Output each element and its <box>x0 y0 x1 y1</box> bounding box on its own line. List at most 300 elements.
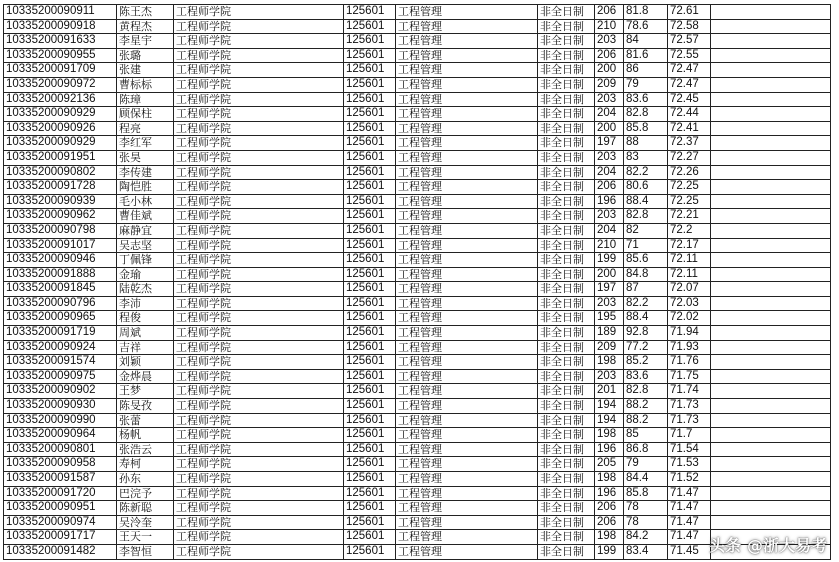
blank-cell <box>711 253 831 268</box>
blank-cell <box>711 399 831 414</box>
name-cell: 周斌 <box>117 326 174 341</box>
interview-score-cell: 82.8 <box>624 209 668 224</box>
blank-cell <box>711 267 831 282</box>
name-cell: 顾保柱 <box>117 107 174 122</box>
major-code-cell: 125601 <box>344 282 396 297</box>
blank-cell <box>711 457 831 472</box>
initial-score-cell: 199 <box>595 544 624 559</box>
name-cell: 张璐 <box>117 48 174 63</box>
initial-score-cell: 194 <box>595 399 624 414</box>
study-mode-cell: 非全日制 <box>538 107 595 122</box>
table-row <box>4 530 831 545</box>
blank-cell <box>711 355 831 370</box>
major-code-cell: 125601 <box>344 136 396 151</box>
initial-score-cell: 200 <box>595 267 624 282</box>
initial-score-cell: 203 <box>595 34 624 49</box>
major-cell: 工程管理 <box>396 296 538 311</box>
initial-score-cell: 198 <box>595 530 624 545</box>
initial-score-cell: 196 <box>595 194 624 209</box>
interview-score-cell: 88.4 <box>624 194 668 209</box>
major-code-cell: 125601 <box>344 63 396 78</box>
blank-cell <box>711 180 831 195</box>
major-cell: 工程管理 <box>396 34 538 49</box>
blank-cell <box>711 48 831 63</box>
initial-score-cell: 198 <box>595 355 624 370</box>
initial-score-cell: 194 <box>595 413 624 428</box>
total-score-cell: 72.27 <box>668 150 711 165</box>
study-mode-cell: 非全日制 <box>538 165 595 180</box>
school-cell: 工程师学院 <box>174 340 344 355</box>
study-mode-cell: 非全日制 <box>538 544 595 559</box>
candidate-id-cell: 10335200091574 <box>4 355 117 370</box>
name-cell: 李沛 <box>117 296 174 311</box>
blank-cell <box>711 209 831 224</box>
interview-score-cell: 81.8 <box>624 5 668 20</box>
blank-cell <box>711 413 831 428</box>
study-mode-cell: 非全日制 <box>538 238 595 253</box>
major-cell: 工程管理 <box>396 472 538 487</box>
school-cell: 工程师学院 <box>174 442 344 457</box>
interview-score-cell: 82.2 <box>624 165 668 180</box>
major-code-cell: 125601 <box>344 472 396 487</box>
score-rows <box>4 5 831 560</box>
school-cell: 工程师学院 <box>174 544 344 559</box>
name-cell: 曹标标 <box>117 77 174 92</box>
initial-score-cell: 206 <box>595 515 624 530</box>
blank-cell <box>711 19 831 34</box>
major-code-cell: 125601 <box>344 530 396 545</box>
major-cell: 工程管理 <box>396 399 538 414</box>
school-cell: 工程师学院 <box>174 296 344 311</box>
table-row <box>4 355 831 370</box>
table-row <box>4 515 831 530</box>
school-cell: 工程师学院 <box>174 369 344 384</box>
interview-score-cell: 85.8 <box>624 121 668 136</box>
study-mode-cell: 非全日制 <box>538 136 595 151</box>
table-row <box>4 501 831 516</box>
major-code-cell: 125601 <box>344 150 396 165</box>
total-score-cell: 71.7 <box>668 428 711 443</box>
major-code-cell: 125601 <box>344 223 396 238</box>
initial-score-cell: 197 <box>595 136 624 151</box>
table-row <box>4 34 831 49</box>
initial-score-cell: 200 <box>595 121 624 136</box>
table-row <box>4 486 831 501</box>
candidate-id-cell: 10335200090939 <box>4 194 117 209</box>
interview-score-cell: 84 <box>624 34 668 49</box>
major-code-cell: 125601 <box>344 486 396 501</box>
table-row <box>4 267 831 282</box>
study-mode-cell: 非全日制 <box>538 121 595 136</box>
major-cell: 工程管理 <box>396 544 538 559</box>
major-cell: 工程管理 <box>396 5 538 20</box>
blank-cell <box>711 107 831 122</box>
initial-score-cell: 205 <box>595 457 624 472</box>
school-cell: 工程师学院 <box>174 180 344 195</box>
candidate-id-cell: 10335200091017 <box>4 238 117 253</box>
name-cell: 孙东 <box>117 472 174 487</box>
table-row <box>4 384 831 399</box>
name-cell: 巴浣予 <box>117 486 174 501</box>
candidate-id-cell: 10335200091720 <box>4 486 117 501</box>
major-cell: 工程管理 <box>396 267 538 282</box>
candidate-id-cell: 10335200091951 <box>4 150 117 165</box>
name-cell: 曹佳斌 <box>117 209 174 224</box>
total-score-cell: 71.47 <box>668 501 711 516</box>
major-cell: 工程管理 <box>396 282 538 297</box>
candidate-id-cell: 10335200092136 <box>4 92 117 107</box>
candidate-id-cell: 10335200090951 <box>4 501 117 516</box>
table-row <box>4 209 831 224</box>
total-score-cell: 72.11 <box>668 253 711 268</box>
candidate-id-cell: 10335200090965 <box>4 311 117 326</box>
candidate-id-cell: 10335200091888 <box>4 267 117 282</box>
school-cell: 工程师学院 <box>174 5 344 20</box>
candidate-id-cell: 10335200090964 <box>4 428 117 443</box>
interview-score-cell: 81.6 <box>624 48 668 63</box>
major-code-cell: 125601 <box>344 5 396 20</box>
interview-score-cell: 88.2 <box>624 413 668 428</box>
name-cell: 吴志坚 <box>117 238 174 253</box>
total-score-cell: 71.47 <box>668 486 711 501</box>
total-score-cell: 72.11 <box>668 267 711 282</box>
major-code-cell: 125601 <box>344 355 396 370</box>
study-mode-cell: 非全日制 <box>538 194 595 209</box>
interview-score-cell: 80.6 <box>624 180 668 195</box>
interview-score-cell: 83 <box>624 150 668 165</box>
candidate-id-cell: 10335200090798 <box>4 223 117 238</box>
table-row <box>4 194 831 209</box>
total-score-cell: 72.07 <box>668 282 711 297</box>
blank-cell <box>711 384 831 399</box>
name-cell: 寿柯 <box>117 457 174 472</box>
name-cell: 刘颖 <box>117 355 174 370</box>
school-cell: 工程师学院 <box>174 194 344 209</box>
candidate-id-cell: 10335200090958 <box>4 457 117 472</box>
table-row <box>4 472 831 487</box>
table-row <box>4 326 831 341</box>
name-cell: 陈王杰 <box>117 5 174 20</box>
initial-score-cell: 198 <box>595 472 624 487</box>
table-row <box>4 457 831 472</box>
name-cell: 李智恒 <box>117 544 174 559</box>
study-mode-cell: 非全日制 <box>538 209 595 224</box>
study-mode-cell: 非全日制 <box>538 486 595 501</box>
total-score-cell: 72.25 <box>668 180 711 195</box>
candidate-id-cell: 10335200091482 <box>4 544 117 559</box>
major-code-cell: 125601 <box>344 267 396 282</box>
school-cell: 工程师学院 <box>174 150 344 165</box>
interview-score-cell: 83.6 <box>624 92 668 107</box>
study-mode-cell: 非全日制 <box>538 428 595 443</box>
table-row <box>4 19 831 34</box>
name-cell: 陈旻孜 <box>117 399 174 414</box>
study-mode-cell: 非全日制 <box>538 355 595 370</box>
name-cell: 张建 <box>117 63 174 78</box>
blank-cell <box>711 486 831 501</box>
blank-cell <box>711 63 831 78</box>
total-score-cell: 71.75 <box>668 369 711 384</box>
initial-score-cell: 200 <box>595 63 624 78</box>
study-mode-cell: 非全日制 <box>538 296 595 311</box>
candidate-id-cell: 10335200090918 <box>4 19 117 34</box>
table-row <box>4 442 831 457</box>
total-score-cell: 72.25 <box>668 194 711 209</box>
study-mode-cell: 非全日制 <box>538 19 595 34</box>
table-row <box>4 282 831 297</box>
interview-score-cell: 82.8 <box>624 384 668 399</box>
initial-score-cell: 195 <box>595 311 624 326</box>
candidate-id-cell: 10335200090975 <box>4 369 117 384</box>
initial-score-cell: 206 <box>595 5 624 20</box>
major-cell: 工程管理 <box>396 136 538 151</box>
name-cell: 李红军 <box>117 136 174 151</box>
major-code-cell: 125601 <box>344 165 396 180</box>
major-cell: 工程管理 <box>396 19 538 34</box>
table-row <box>4 340 831 355</box>
table-row <box>4 63 831 78</box>
blank-cell <box>711 340 831 355</box>
name-cell: 程俊 <box>117 311 174 326</box>
major-cell: 工程管理 <box>396 501 538 516</box>
initial-score-cell: 203 <box>595 209 624 224</box>
major-code-cell: 125601 <box>344 107 396 122</box>
school-cell: 工程师学院 <box>174 63 344 78</box>
study-mode-cell: 非全日制 <box>538 63 595 78</box>
major-cell: 工程管理 <box>396 486 538 501</box>
school-cell: 工程师学院 <box>174 399 344 414</box>
candidate-id-cell: 10335200090911 <box>4 5 117 20</box>
school-cell: 工程师学院 <box>174 501 344 516</box>
name-cell: 张昊 <box>117 150 174 165</box>
major-cell: 工程管理 <box>396 442 538 457</box>
major-cell: 工程管理 <box>396 92 538 107</box>
blank-cell <box>711 428 831 443</box>
total-score-cell: 72.58 <box>668 19 711 34</box>
table-row <box>4 5 831 20</box>
blank-cell <box>711 194 831 209</box>
name-cell: 王梦 <box>117 384 174 399</box>
initial-score-cell: 196 <box>595 486 624 501</box>
school-cell: 工程师学院 <box>174 486 344 501</box>
study-mode-cell: 非全日制 <box>538 180 595 195</box>
name-cell: 程亮 <box>117 121 174 136</box>
major-code-cell: 125601 <box>344 77 396 92</box>
total-score-cell: 71.54 <box>668 442 711 457</box>
major-cell: 工程管理 <box>396 413 538 428</box>
interview-score-cell: 82.2 <box>624 296 668 311</box>
study-mode-cell: 非全日制 <box>538 384 595 399</box>
table-row <box>4 399 831 414</box>
interview-score-cell: 77.2 <box>624 340 668 355</box>
initial-score-cell: 197 <box>595 282 624 297</box>
interview-score-cell: 88.4 <box>624 311 668 326</box>
initial-score-cell: 204 <box>595 223 624 238</box>
name-cell: 麻静宜 <box>117 223 174 238</box>
name-cell: 金烨晨 <box>117 369 174 384</box>
candidate-id-cell: 10335200090962 <box>4 209 117 224</box>
candidate-id-cell: 10335200090801 <box>4 442 117 457</box>
major-cell: 工程管理 <box>396 326 538 341</box>
study-mode-cell: 非全日制 <box>538 5 595 20</box>
school-cell: 工程师学院 <box>174 165 344 180</box>
study-mode-cell: 非全日制 <box>538 413 595 428</box>
major-code-cell: 125601 <box>344 253 396 268</box>
study-mode-cell: 非全日制 <box>538 34 595 49</box>
total-score-cell: 72.55 <box>668 48 711 63</box>
major-code-cell: 125601 <box>344 340 396 355</box>
major-code-cell: 125601 <box>344 48 396 63</box>
study-mode-cell: 非全日制 <box>538 515 595 530</box>
name-cell: 吉祥 <box>117 340 174 355</box>
study-mode-cell: 非全日制 <box>538 399 595 414</box>
name-cell: 陆乾杰 <box>117 282 174 297</box>
interview-score-cell: 83.4 <box>624 544 668 559</box>
study-mode-cell: 非全日制 <box>538 369 595 384</box>
total-score-cell: 72.47 <box>668 63 711 78</box>
table-row <box>4 544 831 559</box>
school-cell: 工程师学院 <box>174 515 344 530</box>
initial-score-cell: 206 <box>595 180 624 195</box>
major-code-cell: 125601 <box>344 238 396 253</box>
study-mode-cell: 非全日制 <box>538 501 595 516</box>
interview-score-cell: 79 <box>624 457 668 472</box>
candidate-id-cell: 10335200090796 <box>4 296 117 311</box>
study-mode-cell: 非全日制 <box>538 282 595 297</box>
major-cell: 工程管理 <box>396 515 538 530</box>
table-row <box>4 296 831 311</box>
major-code-cell: 125601 <box>344 296 396 311</box>
interview-score-cell: 85.6 <box>624 253 668 268</box>
major-cell: 工程管理 <box>396 180 538 195</box>
school-cell: 工程师学院 <box>174 530 344 545</box>
candidate-id-cell: 10335200090990 <box>4 413 117 428</box>
total-score-cell: 72.61 <box>668 5 711 20</box>
study-mode-cell: 非全日制 <box>538 223 595 238</box>
study-mode-cell: 非全日制 <box>538 442 595 457</box>
candidate-id-cell: 10335200090929 <box>4 107 117 122</box>
school-cell: 工程师学院 <box>174 121 344 136</box>
school-cell: 工程师学院 <box>174 238 344 253</box>
major-cell: 工程管理 <box>396 355 538 370</box>
candidate-id-cell: 10335200091717 <box>4 530 117 545</box>
major-cell: 工程管理 <box>396 77 538 92</box>
major-cell: 工程管理 <box>396 209 538 224</box>
school-cell: 工程师学院 <box>174 19 344 34</box>
major-code-cell: 125601 <box>344 369 396 384</box>
blank-cell <box>711 223 831 238</box>
study-mode-cell: 非全日制 <box>538 311 595 326</box>
interview-score-cell: 85.2 <box>624 355 668 370</box>
blank-cell <box>711 136 831 151</box>
school-cell: 工程师学院 <box>174 77 344 92</box>
major-code-cell: 125601 <box>344 92 396 107</box>
study-mode-cell: 非全日制 <box>538 48 595 63</box>
major-code-cell: 125601 <box>344 442 396 457</box>
total-score-cell: 72.44 <box>668 107 711 122</box>
initial-score-cell: 209 <box>595 77 624 92</box>
table-row <box>4 92 831 107</box>
interview-score-cell: 92.8 <box>624 326 668 341</box>
initial-score-cell: 201 <box>595 384 624 399</box>
watermark <box>709 533 827 556</box>
name-cell: 黄程杰 <box>117 19 174 34</box>
major-cell: 工程管理 <box>396 48 538 63</box>
major-cell: 工程管理 <box>396 384 538 399</box>
school-cell: 工程师学院 <box>174 457 344 472</box>
candidate-id-cell: 10335200090924 <box>4 340 117 355</box>
major-cell: 工程管理 <box>396 194 538 209</box>
name-cell: 陈新聪 <box>117 501 174 516</box>
major-cell: 工程管理 <box>396 369 538 384</box>
major-cell: 工程管理 <box>396 311 538 326</box>
initial-score-cell: 204 <box>595 165 624 180</box>
candidate-id-cell: 10335200091709 <box>4 63 117 78</box>
blank-cell <box>711 311 831 326</box>
major-code-cell: 125601 <box>344 19 396 34</box>
total-score-cell: 72.17 <box>668 238 711 253</box>
table-row <box>4 428 831 443</box>
total-score-cell: 71.74 <box>668 384 711 399</box>
major-code-cell: 125601 <box>344 399 396 414</box>
interview-score-cell: 78 <box>624 515 668 530</box>
interview-score-cell: 78.6 <box>624 19 668 34</box>
major-cell: 工程管理 <box>396 428 538 443</box>
major-cell: 工程管理 <box>396 530 538 545</box>
total-score-cell: 72.21 <box>668 209 711 224</box>
major-cell: 工程管理 <box>396 457 538 472</box>
interview-score-cell: 85.8 <box>624 486 668 501</box>
total-score-cell: 72.02 <box>668 311 711 326</box>
school-cell: 工程师学院 <box>174 472 344 487</box>
table-row <box>4 223 831 238</box>
table-row <box>4 48 831 63</box>
initial-score-cell: 199 <box>595 253 624 268</box>
interview-score-cell: 87 <box>624 282 668 297</box>
interview-score-cell: 71 <box>624 238 668 253</box>
initial-score-cell: 210 <box>595 19 624 34</box>
total-score-cell: 71.52 <box>668 472 711 487</box>
name-cell: 李星宇 <box>117 34 174 49</box>
blank-cell <box>711 150 831 165</box>
candidate-id-cell: 10335200090930 <box>4 399 117 414</box>
name-cell: 金瑜 <box>117 267 174 282</box>
name-cell: 王天一 <box>117 530 174 545</box>
major-cell: 工程管理 <box>396 150 538 165</box>
study-mode-cell: 非全日制 <box>538 92 595 107</box>
school-cell: 工程师学院 <box>174 223 344 238</box>
initial-score-cell: 196 <box>595 442 624 457</box>
major-cell: 工程管理 <box>396 253 538 268</box>
major-code-cell: 125601 <box>344 209 396 224</box>
interview-score-cell: 78 <box>624 501 668 516</box>
initial-score-cell: 203 <box>595 296 624 311</box>
watermark-platform: 头条 <box>708 536 741 555</box>
major-cell: 工程管理 <box>396 223 538 238</box>
blank-cell <box>711 296 831 311</box>
name-cell: 丁佩锋 <box>117 253 174 268</box>
major-code-cell: 125601 <box>344 326 396 341</box>
table-row <box>4 253 831 268</box>
school-cell: 工程师学院 <box>174 34 344 49</box>
table-row <box>4 180 831 195</box>
initial-score-cell: 203 <box>595 92 624 107</box>
initial-score-cell: 209 <box>595 340 624 355</box>
study-mode-cell: 非全日制 <box>538 530 595 545</box>
initial-score-cell: 204 <box>595 107 624 122</box>
name-cell: 陶恺胜 <box>117 180 174 195</box>
blank-cell <box>711 92 831 107</box>
